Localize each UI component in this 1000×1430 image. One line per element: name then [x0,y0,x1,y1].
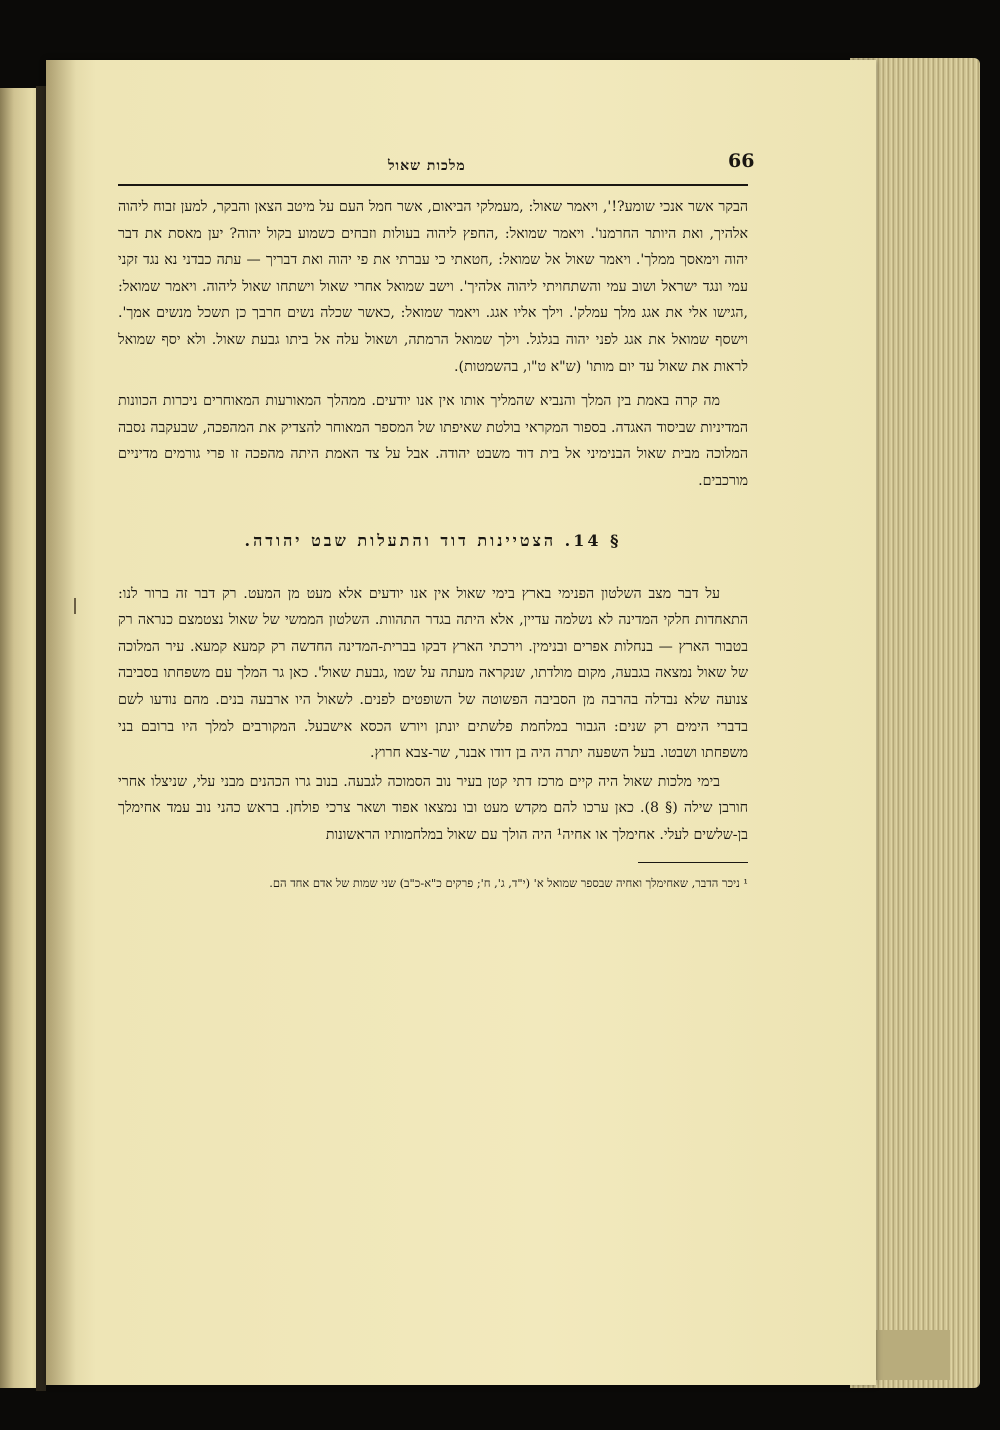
left-page-edge [0,88,40,1388]
page-header [118,150,755,186]
paragraph-saul-rule: על דבר מצב השלטון הפנימי בארץ בימי שאול אין אנו יודעים אלא מעט מן המעט. רק דבר זה ברור לנו: התאחדות חלקי המדינה לא נשלמה עדיין, אלא היתה בגדר התהוות. השלטון הממשי של שאול נצטמצם כנראה רק בטבור הארץ — בנחלות אפרים ובנימין. וירכתי הארץ דבקו בברית-המדינה החדשה רק קמעא קמעא. עיר המלוכה של שאול נמצאה בגבעה, מקום מולדתו, שנקראה מעתה על שמו ,גבעת שאול'. כאן גר המלך עם משפחתו בסביבה צנועה שלא נבדלה בהרבה מן הסביבה הפשוטה של השופטים לפנים. לשאול היו ארבעה בנים. מהם נודעו לשם בדברי הימים רק שנים: הגבור במלחמת פלשתים יונתן ויורש הכסא אישבעל. המקורבים למלך היו ברובם בני משפחתו ושבטו. בעל השפעה יתרה היה בן דודו אבנר, שר-צבא חרוץ. [118,585,748,762]
footnote: ¹ ניכר הדבר, שאחימלך ואחיה שבספר שמואל א' (י"ד, ג', ח'; פרקים כ"א-כ"ב) שני שמות של אדם אחד הם. [269,876,748,891]
footnote-rule [638,862,748,863]
paragraph-commentary: מה קרה באמת בין המלך והנביא שהמליך אותו אין אנו יודעים. ממהלך המאורעות המאוחרים ניכרות הכוונות המדיניות שביסוד האגדה. בספור המקראי בולטת שאיפתו של המספר המאוחר להצדיק את המהפכה, שבעקבה נסבה המלוכה מבית שאול הבנימיני אל בית דוד משבט יהודה. אבל על צד האמת היתה מהפכה זו פרי גורמים מדיניים מורכבים. [118,393,748,489]
spine-shadow [46,60,76,1385]
section-heading: § 14. הצטיינות דוד והתעלות שבט יהודה. [244,530,622,550]
page-number: 66 [728,150,755,172]
page-content [118,150,755,893]
running-title: מלכות שאול [388,158,466,174]
paragraph-nob: בימי מלכות שאול היה קיים מרכז דתי קטן בעיר נוב הסמוכה לגבעה. בנוב גרו הכהנים מבני עלי, שניצלו אחרי חורבן שילה (§ 8). כאן ערכו להם מקדש מעט ובו נמצאו אפוד ושאר צרכי פולחן. בראש כהני נוב עמד אחימלך בן-שלשים לעלי. אחימלך או אחיה¹ היה הולך עם שאול במלחמותיו הראשונות [118,773,749,843]
book-gutter [36,86,46,1391]
paragraph-quote: הבקר אשר אנכי שומע?!', ויאמר שאול: ,מעמלקי הביאום, אשר חמל העם על מיטב הצאן והבקר, למען זבוח ליהוה אלהיך, ואת היותר החרמנו'. ויאמר שמואל: ,החפץ ליהוה בעולות וזבחים כשמוע בקול יהוה? יען מאסת את דבר יהוה וימאסך ממלך'. ויאמר שאול אל שמואל: ,חטאתי כי עברתי את פי יהוה ואת דבריך — עתה כבדני נא נגד זקני עמי ונגד ישראל ושוב עמי והשתחויתי ליהוה אלהיך'. וישב שמואל אחרי שאול וישתחו שאול ליהוה. ויאמר שמואל: ,הגישו אלי את אגג מלך עמלק'. וילך אליו אגג. ויאמר שמואל: ,כאשר שכלה נשים חרבך כן תשכל מנשים אמך'. וישסף שמואל את אגג לפני יהוה בגלגל. וילך שמואל הרמתה, ושאול עלה אל ביתו גבעת שאול. ולא יסף שמואל לראות את שאול עד יום מותו' (ש"א ט"ו, בהשמטות). [118,199,748,375]
margin-mark [74,598,76,614]
